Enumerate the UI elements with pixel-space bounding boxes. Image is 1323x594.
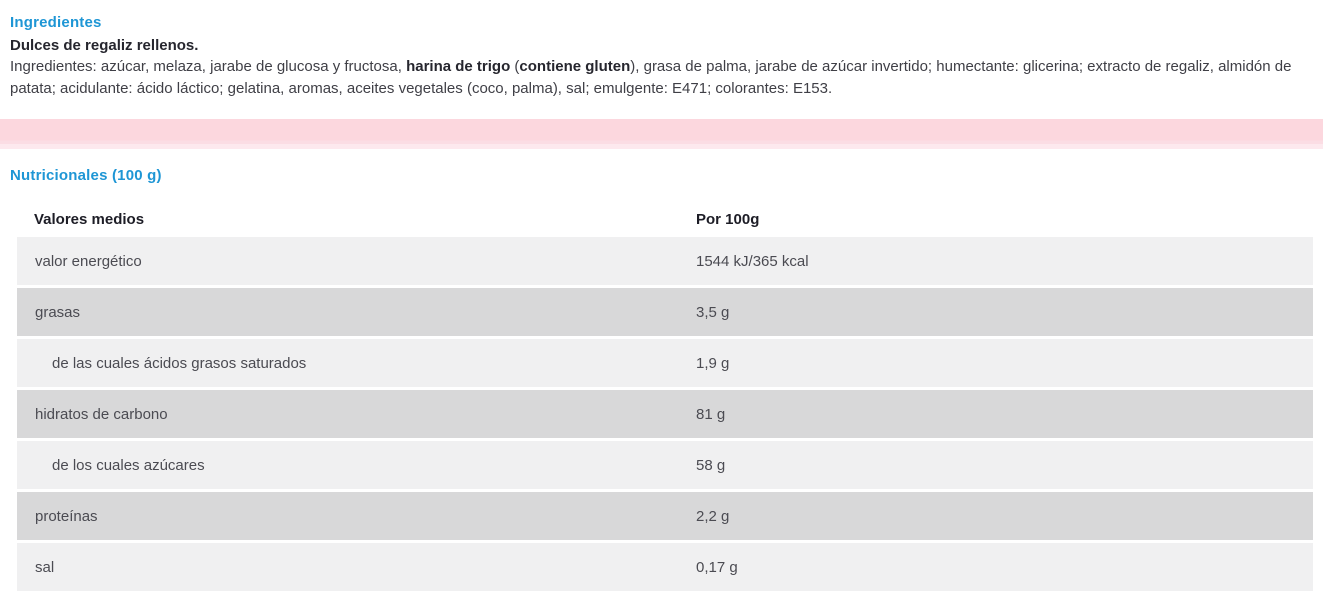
row-value: 2,2 g xyxy=(696,507,730,525)
row-value: 81 g xyxy=(696,405,726,423)
table-row xyxy=(17,237,1313,285)
table-row xyxy=(17,492,1313,540)
table-row xyxy=(17,441,1313,489)
ingredients-text xyxy=(10,56,1313,100)
row-label: grasas xyxy=(35,303,81,321)
table-row xyxy=(17,288,1313,336)
ingredients-text-segment: ), grasa de palma, jarabe de azúcar invertido; humectante: glicerina; extracto de regaliz, almidón de patata; acidulante: ácido láctico; gelatina, aromas, aceites vegetales (coco, palma), sal; emulgente: E471; colorantes: E153. xyxy=(10,58,1292,97)
ingredients-text-segment: Ingredientes: azúcar, melaza, jarabe de glucosa y fructosa, xyxy=(10,58,407,75)
row-value: 3,5 g xyxy=(696,303,730,321)
table-row xyxy=(17,390,1313,438)
nutrition-title: Nutricionales (100 g) xyxy=(10,167,162,184)
row-label: de las cuales ácidos grasos saturados xyxy=(52,354,307,372)
row-label: hidratos de carbono xyxy=(35,405,168,423)
table-row xyxy=(17,339,1313,387)
row-value: 1,9 g xyxy=(696,354,730,372)
row-label: de los cuales azúcares xyxy=(52,456,205,474)
row-label: proteínas xyxy=(35,507,98,525)
header-value-column: Por 100g xyxy=(696,210,760,228)
ingredients-section xyxy=(0,0,1323,100)
pink-divider xyxy=(0,119,1323,149)
header-label-column: Valores medios xyxy=(34,210,145,228)
row-value: 0,17 g xyxy=(696,558,738,576)
table-row xyxy=(17,543,1313,591)
row-value: 1544 kJ/365 kcal xyxy=(696,252,809,270)
row-value: 58 g xyxy=(696,456,726,474)
nutrition-rows xyxy=(10,237,1313,591)
row-label: sal xyxy=(35,558,55,576)
nutrition-section xyxy=(0,167,1323,591)
ingredients-text-bold: contiene gluten xyxy=(519,58,631,75)
row-label: valor energético xyxy=(35,252,142,270)
ingredients-text-bold: harina de trigo xyxy=(406,58,511,75)
ingredients-text-segment: ( xyxy=(510,58,520,75)
ingredients-title: Ingredientes xyxy=(10,14,102,31)
table-header xyxy=(10,202,1313,236)
product-name: Dulces de regaliz rellenos. xyxy=(10,37,199,54)
nutrition-table xyxy=(10,202,1313,591)
